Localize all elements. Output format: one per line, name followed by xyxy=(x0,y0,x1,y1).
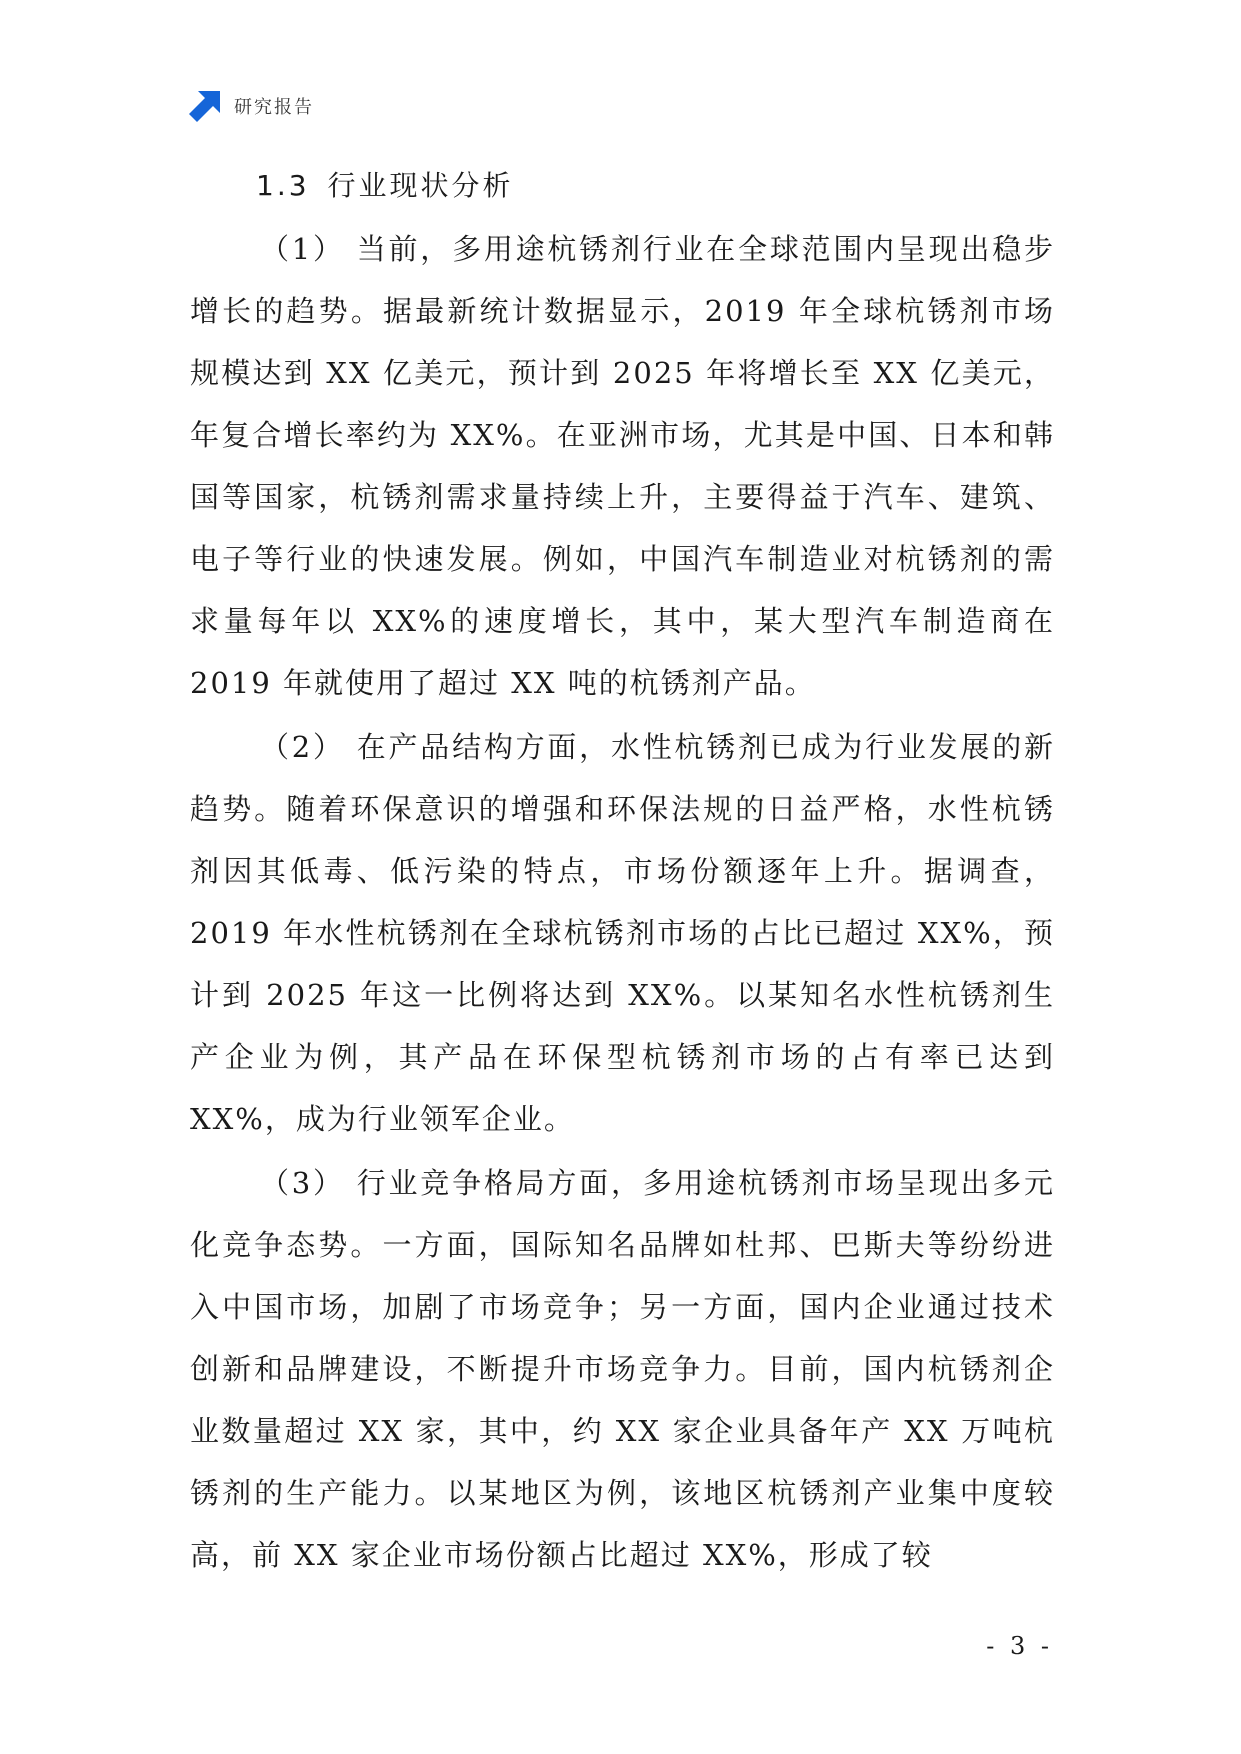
page-number: - 3 - xyxy=(986,1632,1053,1660)
page-header xyxy=(188,88,314,124)
paragraph-2: （2） 在产品结构方面，水性杭锈剂已成为行业发展的新趋势。随着环保意识的增强和环保法规的日益严格，水性杭锈剂因其低毒、低污染的特点，市场份额逐年上升。据调查，2019 年水性杭锈剂在全球杭锈剂市场的占比已超过 XX%，预计到 2025 年这一比例将达到 XX%。以某知名水性杭锈剂生产企业为例，其产品在环保型杭锈剂市场的占有率已达到 XX%，成为行业领军企业。 xyxy=(190,730,1055,1136)
section-title: 行业现状分析 xyxy=(327,169,514,202)
paragraph-1: （1） 当前，多用途杭锈剂行业在全球范围内呈现出稳步增长的趋势。据最新统计数据显示，2019 年全球杭锈剂市场规模达到 XX 亿美元，预计到 2025 年将增长至 XX 亿美元，年复合增长率约为 XX%。在亚洲市场，尤其是中国、日本和韩国等国家，杭锈剂需求量持续上升，主要得益于汽车、建筑、电子等行业的快速发展。例如，中国汽车制造业对杭锈剂的需求量每年以 XX%的速度增长，其中，某大型汽车制造商在 2019 年就使用了超过 XX 吨的杭锈剂产品。 xyxy=(190,232,1055,700)
header-title: 研究报告 xyxy=(234,97,314,118)
arrow-logo-icon xyxy=(188,89,222,123)
section-heading xyxy=(256,164,514,204)
section-number: 1.3 xyxy=(256,169,310,202)
paragraph-3: （3） 行业竞争格局方面，多用途杭锈剂市场呈现出多元化竞争态势。一方面，国际知名品牌如杜邦、巴斯夫等纷纷进入中国市场，加剧了市场竞争；另一方面，国内企业通过技术创新和品牌建设，不断提升市场竞争力。目前，国内杭锈剂企业数量超过 XX 家，其中，约 XX 家企业具备年产 XX 万吨杭锈剂的生产能力。以某地区为例，该地区杭锈剂产业集中度较高，前 XX 家企业市场份额占比超过 XX%，形成了较 xyxy=(190,1166,1055,1572)
